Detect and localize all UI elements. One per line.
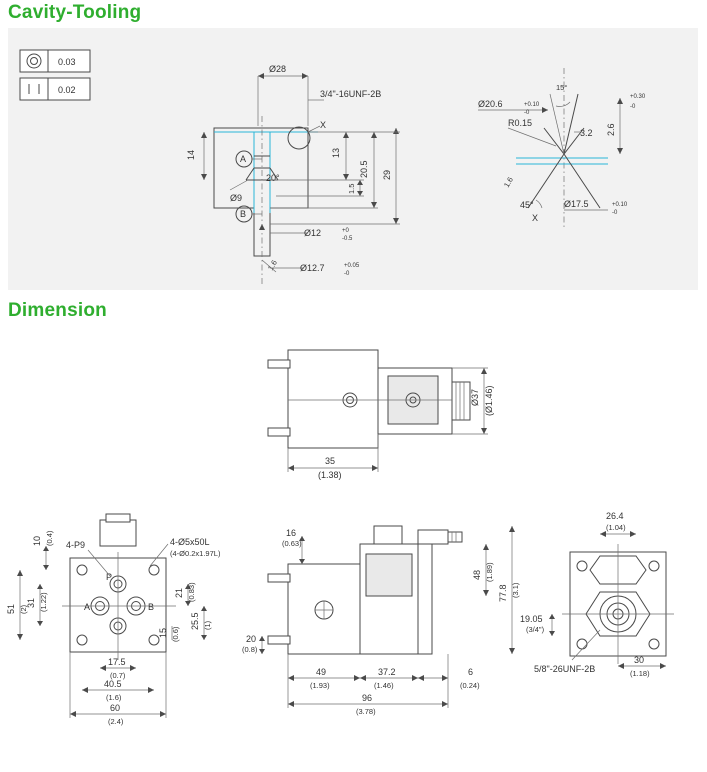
callout-4p9: 4-P9	[66, 540, 86, 550]
cavity-thread-label: 3/4"-16UNF-2B	[320, 89, 382, 99]
detail-dia206-tol-dn: -0	[524, 110, 530, 116]
sideview-thread: 5/8"-26UNF-2B	[534, 664, 596, 674]
cavity-chamfer-16: 1.6	[265, 258, 279, 272]
cavity-tooling-panel	[8, 28, 698, 290]
frontview-d20-inch: (0.8)	[242, 645, 258, 654]
detail-dia175: Ø17.5	[564, 199, 589, 209]
topview-d35: 35	[325, 456, 336, 466]
frontview-d96-inch: (3.78)	[356, 707, 376, 716]
bottomview-d10-inch: (0.4)	[45, 530, 54, 546]
callout-holes-inch: (4-Ø0.2x1.97L)	[170, 549, 221, 558]
bottomview-d51-inch: (2)	[19, 604, 28, 614]
topview-dia37-inch: (Ø1.46)	[484, 385, 494, 416]
cavity-dim-15: 1.5	[347, 183, 356, 194]
gdt-parallelism-value: 0.02	[58, 85, 76, 95]
port-b-label: B	[148, 602, 155, 612]
detail-angle-15: 15°	[556, 83, 568, 92]
bottomview-d21: 21	[174, 587, 184, 598]
detail-r015: R0.15	[508, 118, 533, 128]
frontview-d778-inch: (3.1)	[511, 582, 520, 598]
bottomview-d31: 31	[26, 597, 36, 608]
cavity-tooling-drawing	[8, 28, 698, 290]
detail-16: 1.6	[501, 175, 515, 189]
detail-32: 3.2	[580, 128, 593, 138]
sideview-d1905-inch: (3/4")	[526, 625, 545, 634]
dimension-top-view	[268, 350, 494, 480]
frontview-d49: 49	[316, 667, 327, 677]
detail-26: 2.6	[606, 123, 616, 136]
cavity-dia127-tol-dn: -0	[344, 271, 350, 277]
bottomview-d255-inch: (1)	[203, 620, 212, 630]
gdt-circularity-value: 0.03	[58, 57, 76, 67]
detail-dia206-tol-up: +0.10	[524, 102, 540, 108]
detail-dia206: Ø20.6	[478, 99, 503, 109]
cavity-dia127-tol-up: +0.05	[344, 263, 360, 269]
cavity-dia127: Ø12.7	[300, 263, 325, 273]
bottomview-d51: 51	[6, 603, 16, 614]
frontview-d49-inch: (1.93)	[310, 681, 330, 690]
sideview-d30: 30	[634, 655, 645, 665]
detail-26-tol-dn: -0	[630, 104, 636, 110]
bottomview-d21-inch: (0.83)	[187, 582, 196, 602]
cavity-dim-13: 13	[331, 147, 341, 158]
cavity-mark-a: A	[240, 154, 247, 164]
sideview-d264-inch: (1.04)	[606, 523, 626, 532]
cavity-mark-b: B	[240, 209, 247, 219]
cavity-dia12-tol-dn: -0.5	[342, 236, 353, 242]
bottomview-d255: 25.5	[190, 612, 200, 630]
dimension-side-view	[520, 511, 674, 678]
dimension-title: Dimension	[8, 300, 107, 321]
bottomview-d405-inch: (1.6)	[106, 693, 122, 702]
cavity-mark-x: X	[320, 120, 327, 130]
frontview-d6-inch: (0.24)	[460, 681, 480, 690]
frontview-d372: 37.2	[378, 667, 396, 677]
cavity-dia9: Ø9	[230, 193, 243, 203]
frontview-d48-inch: (1.89)	[485, 562, 494, 582]
cavity-tooling-title: Cavity-Tooling	[8, 2, 142, 23]
frontview-d20: 20	[246, 634, 257, 644]
frontview-d16: 16	[286, 528, 297, 538]
bottomview-d175: 17.5	[108, 657, 126, 667]
frontview-d6: 6	[468, 667, 474, 677]
sideview-d30-inch: (1.18)	[630, 669, 650, 678]
bottomview-d60: 60	[110, 703, 121, 713]
cavity-detail-view-x	[478, 68, 646, 228]
gdt-symbol-parallelism	[20, 78, 90, 100]
dimension-front-view	[242, 526, 520, 716]
bottomview-d15-inch: (0.6)	[171, 626, 180, 642]
topview-d35-inch: (1.38)	[318, 470, 342, 480]
dimension-panel	[0, 330, 707, 770]
cavity-dim-29: 29	[382, 169, 392, 180]
frontview-d96: 96	[362, 693, 373, 703]
sideview-d264: 26.4	[606, 511, 624, 521]
detail-dia175-tol-dn: -0	[612, 210, 618, 216]
detail-dia175-tol-up: +0.10	[612, 202, 628, 208]
topview-dia37: Ø37	[470, 388, 480, 406]
bottomview-d31-inch: (1.22)	[39, 592, 48, 612]
sideview-d1905: 19.05	[520, 614, 543, 624]
callout-holes: 4-Ø5x50L	[170, 537, 210, 547]
cavity-dia12-tol-up: +0	[342, 228, 349, 234]
dimension-drawing	[0, 330, 707, 770]
cavity-dia28: Ø28	[269, 64, 287, 74]
bottomview-d405: 40.5	[104, 679, 122, 689]
frontview-d372-inch: (1.46)	[374, 681, 394, 690]
frontview-d48: 48	[472, 569, 482, 580]
detail-angle-45: 45°	[520, 200, 534, 210]
cavity-section-view	[186, 64, 400, 286]
cavity-dim-205: 20.5	[359, 160, 369, 178]
cavity-dim-14: 14	[186, 149, 196, 160]
detail-mark-x: X	[532, 213, 539, 223]
port-p-label: P	[106, 572, 113, 582]
port-a-label: A	[84, 602, 91, 612]
cavity-angle-20: 20°	[266, 173, 280, 183]
gdt-symbol-circularity	[20, 50, 90, 72]
frontview-d16-inch: (0.63)	[282, 539, 302, 548]
bottomview-d10: 10	[32, 535, 42, 546]
detail-26-tol-up: +0.30	[630, 94, 646, 100]
bottomview-d15: 15	[158, 627, 168, 638]
dimension-bottom-view	[6, 514, 221, 726]
frontview-d778: 77.8	[498, 584, 508, 602]
cavity-dia12: Ø12	[304, 228, 322, 238]
bottomview-d175-inch: (0.7)	[110, 671, 126, 680]
bottomview-d60-inch: (2.4)	[108, 717, 124, 726]
